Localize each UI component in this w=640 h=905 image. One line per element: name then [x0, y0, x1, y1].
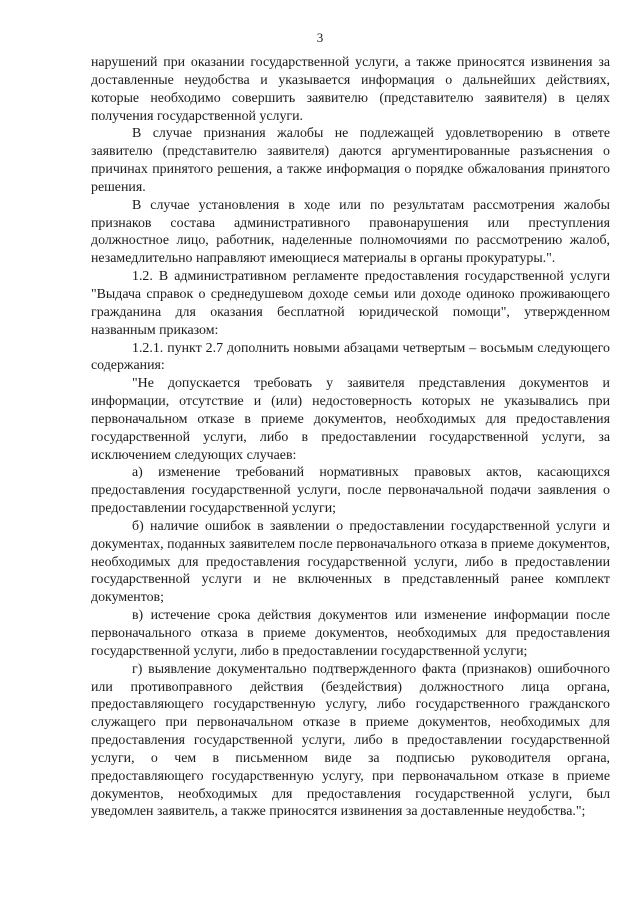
- list-item-b: б) наличие ошибок в заявлении о предоставлении государственной услуги и документах, поданных заявителем после первоначального отказа в приеме документов, необходимых для предоставления государственной услуги, либо в предоставлении государственной услуги и не включенных в представленный ранее комплект документов;: [91, 518, 610, 606]
- paragraph: 1.2.1. пункт 2.7 дополнить новыми абзацами четвертым – восьмым следующего содержания:: [91, 340, 610, 374]
- list-item-v: в) истечение срока действия документов или изменение информации после первоначального отказа в приеме документов, необходимых для предоставления государственной услуги, либо в предоставлении государственной услуги;: [91, 608, 610, 659]
- page-number: 3: [316, 30, 324, 45]
- quoted-paragraph: "Не допускается требовать у заявителя представления документов и информации, отсутствие и (или) недостоверность которых не указывались при первоначальном отказе в приеме документов, необходимых для предоставления государственной услуги, либо в предоставлении государственной услуги, за исключением следующих случаев:: [91, 376, 610, 463]
- list-item-a: а) изменение требований нормативных правовых актов, касающихся предоставления государственной услуги, после первоначальной подачи заявления о предоставлении государственной услуги;: [91, 465, 610, 517]
- list-item-g: г) выявление документально подтвержденного факта (признаков) ошибочного или противоправного действия (бездействия) должностного лица органа, предоставляющего государственную услугу, либо государственного гражданского служащего при первоначальном отказе в приеме документов, необходимых для предоставления государственной услуги, либо в предоставлении государственной услуги, о чем в письменном виде за подписью руководителя органа, предоставляющего государственную услугу, при первоначальном отказе в приеме документов, необходимых для предоставления государственной услуги, был уведомлен заявитель, а также приносятся извинения за доставленные неудобства.";: [91, 661, 610, 820]
- paragraph: В случае установления в ходе или по результатам рассмотрения жалобы признаков состава административного правонарушения или преступления должностное лицо, работник, наделенные полномочиями по рассмотрению жалоб, незамедлительно направляют имеющиеся материалы в органы прокуратуры.".: [91, 197, 610, 267]
- paragraph: В случае признания жалобы не подлежащей удовлетворению в ответе заявителю (представителю заявителя) даются аргументированные разъяснения о причинах принятого решения, а также информация о порядке обжалования принятого решения.: [91, 126, 610, 195]
- document-body: [91, 54, 610, 821]
- paragraph: 1.2. В административном регламенте предоставления государственной услуги "Выдача справок о среднедушевом доходе семьи или доходе одиноко проживающего гражданина для оказания бесплатной юридической помощи", утвержденном названным приказом:: [91, 269, 610, 338]
- paragraph: нарушений при оказании государственной услуги, а также приносятся извинения за доставленные неудобства и указывается информация о дальнейших действиях, которые необходимо совершить заявителю (представителю заявителя) в целях получения государственной услуги.: [91, 55, 610, 124]
